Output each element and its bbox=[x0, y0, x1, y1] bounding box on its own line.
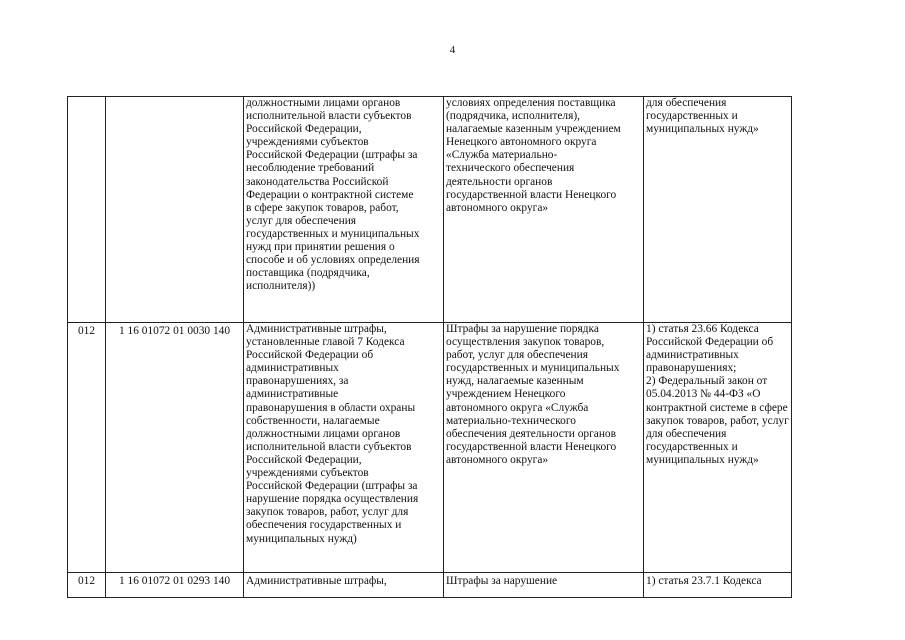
cell-text-line: муниципальных нужд» bbox=[646, 123, 759, 136]
cell-text-line: поставщика (подрядчика, bbox=[246, 267, 370, 280]
cell-text-line: исполнительной власти субъектов bbox=[246, 110, 412, 123]
cell-text-line: налагаемые казенным учреждением bbox=[446, 123, 621, 136]
cell-text-line: государственной власти Ненецкого bbox=[446, 440, 617, 453]
cell-text-line: осуществления закупок товаров, bbox=[446, 336, 605, 349]
cell-text-line: автономного округа» bbox=[446, 453, 549, 466]
table-row bbox=[68, 97, 792, 323]
cell-text-line: государственных и bbox=[646, 110, 738, 123]
cell-text-line: Ненецкого автономного округа bbox=[446, 136, 597, 149]
income-codes-table bbox=[67, 96, 792, 598]
cell-text-line: деятельности органов bbox=[446, 175, 553, 188]
cell-text-line: административные bbox=[246, 388, 339, 401]
cell-text-line: 1) статья 23.66 Кодекса bbox=[646, 323, 759, 335]
cell-text-line: 05.04.2013 № 44-ФЗ «О bbox=[646, 388, 761, 401]
cell-text-line: в сфере закупок товаров, работ, bbox=[246, 201, 399, 214]
legal-basis-cell bbox=[644, 323, 792, 573]
cell-text-line: правонарушениях, за bbox=[246, 375, 349, 388]
cell-text-line: 1) статья 23.7.1 Кодекса bbox=[646, 575, 762, 587]
page-number: 4 bbox=[449, 44, 456, 56]
cell-text-line: государственных и bbox=[646, 440, 738, 453]
cell-text-line: технического обеспечения bbox=[446, 162, 575, 175]
cell-text-line: Российской Федерации, bbox=[246, 123, 362, 136]
cell-text-line: Административные штрафы, bbox=[246, 575, 387, 587]
cell-text-line: для обеспечения bbox=[646, 427, 727, 440]
kbk-code-cell bbox=[106, 97, 244, 323]
cell-text-line: материально-технического bbox=[446, 414, 576, 427]
cell-text-line: Федерации о контрактной системе bbox=[246, 188, 414, 201]
legal-basis-cell bbox=[644, 573, 792, 598]
cell-text-line: закупок товаров, работ, услуг для bbox=[246, 506, 409, 519]
cell-text-line: Российской Федерации об bbox=[246, 349, 374, 362]
cell-text-line: должностными лицами органов bbox=[246, 427, 401, 440]
cell-text-line: государственных и муниципальных bbox=[446, 362, 620, 375]
budget-name-cell bbox=[444, 573, 644, 598]
income-name-cell bbox=[244, 323, 444, 573]
cell-text-line: Штрафы за нарушение порядка bbox=[446, 323, 599, 335]
cell-text-line: муниципальных нужд) bbox=[246, 532, 357, 545]
cell-text-line: несоблюдение требований bbox=[246, 162, 375, 175]
admin-code-cell bbox=[68, 97, 106, 323]
cell-text-line: обеспечения государственных и bbox=[246, 519, 402, 532]
cell-text-line: «Служба материально- bbox=[446, 149, 558, 162]
cell-text-line: автономного округа» bbox=[446, 201, 549, 214]
cell-text-line: Штрафы за нарушение bbox=[446, 575, 558, 587]
cell-text-line: способе и об условиях определения bbox=[246, 254, 420, 267]
kbk-code-cell: 1 16 01072 01 0030 140 bbox=[106, 323, 244, 573]
cell-text-line: должностными лицами органов bbox=[246, 97, 401, 109]
admin-code-cell: 012 bbox=[68, 573, 106, 598]
cell-text-line: закупок товаров, работ, услуг bbox=[646, 414, 789, 427]
cell-text-line: Административные штрафы, bbox=[246, 323, 387, 335]
cell-text-line: законодательства Российской bbox=[246, 175, 389, 188]
cell-text-line: исполнителя)) bbox=[246, 280, 316, 293]
cell-text-line: Российской Федерации, bbox=[246, 453, 362, 466]
cell-text-line: для обеспечения bbox=[646, 97, 727, 109]
cell-text-line: государственных и муниципальных bbox=[246, 227, 420, 240]
cell-text-line: контрактной системе в сфере bbox=[646, 401, 788, 414]
table-row bbox=[68, 323, 792, 573]
admin-code-cell: 012 bbox=[68, 323, 106, 573]
cell-text-line: учреждениями субъектов bbox=[246, 136, 369, 149]
cell-text-line: правонарушениях; bbox=[646, 362, 737, 375]
cell-text-line: услуг для обеспечения bbox=[246, 214, 357, 227]
budget-name-cell bbox=[444, 97, 644, 323]
cell-text-line: учреждением Ненецкого bbox=[446, 388, 566, 401]
table-body bbox=[68, 97, 792, 598]
cell-text-line: государственной власти Ненецкого bbox=[446, 188, 617, 201]
budget-name-cell bbox=[444, 323, 644, 573]
cell-text-line: работ, услуг для обеспечения bbox=[446, 349, 588, 362]
cell-text-line: Российской Федерации об bbox=[646, 336, 774, 349]
income-name-cell bbox=[244, 573, 444, 598]
cell-text-line: правонарушения в области охраны bbox=[246, 401, 416, 414]
cell-text-line: 2) Федеральный закон от bbox=[646, 375, 768, 388]
cell-text-line: установленные главой 7 Кодекса bbox=[246, 336, 405, 349]
cell-text-line: муниципальных нужд» bbox=[646, 453, 759, 466]
cell-text-line: собственности, налагаемые bbox=[246, 414, 380, 427]
kbk-code-cell: 1 16 01072 01 0293 140 bbox=[106, 573, 244, 598]
cell-text-line: учреждениями субъектов bbox=[246, 467, 369, 480]
cell-text-line: обеспечения деятельности органов bbox=[446, 427, 617, 440]
cell-text-line: Российской Федерации (штрафы за bbox=[246, 149, 418, 162]
cell-text-line: условиях определения поставщика bbox=[446, 97, 616, 109]
legal-basis-cell bbox=[644, 97, 792, 323]
cell-text-line: административных bbox=[646, 349, 739, 362]
cell-text-line: автономного округа «Служба bbox=[446, 401, 589, 414]
income-name-cell bbox=[244, 97, 444, 323]
table-row bbox=[68, 573, 792, 598]
cell-text-line: (подрядчика, исполнителя), bbox=[446, 110, 580, 123]
cell-text-line: нужд, налагаемые казенным bbox=[446, 375, 584, 388]
cell-text-line: нарушение порядка осуществления bbox=[246, 493, 419, 506]
cell-text-line: нужд при принятии решения о bbox=[246, 241, 395, 254]
cell-text-line: Российской Федерации (штрафы за bbox=[246, 480, 418, 493]
cell-text-line: исполнительной власти субъектов bbox=[246, 440, 412, 453]
cell-text-line: административных bbox=[246, 362, 339, 375]
